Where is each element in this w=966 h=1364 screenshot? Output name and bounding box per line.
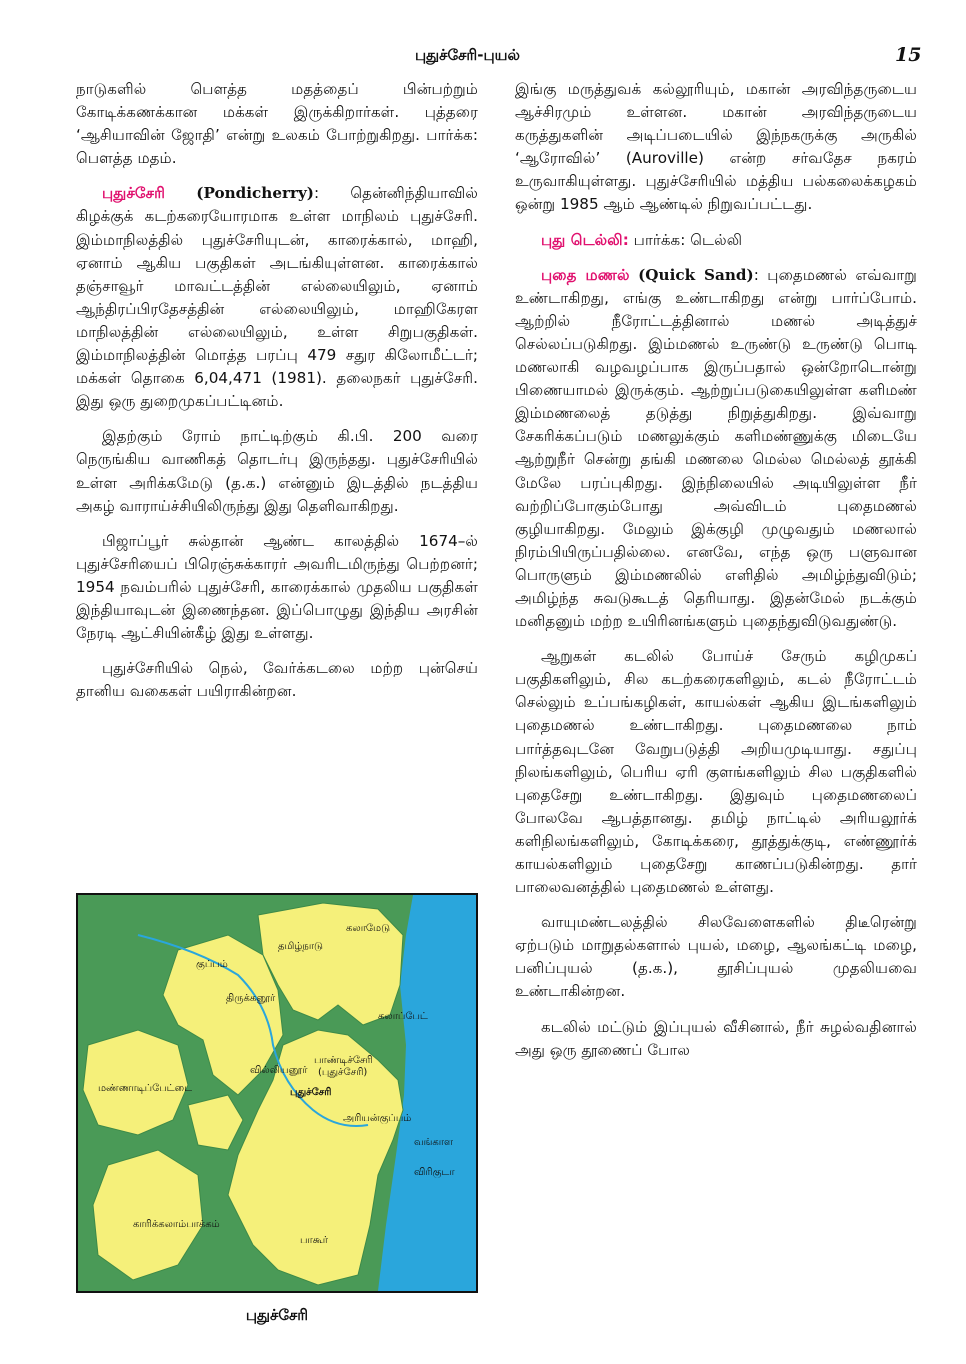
left-column — [76, 78, 478, 715]
entry-term-english: (Quick Sand) — [638, 265, 754, 284]
pondicherry-map — [76, 893, 478, 1293]
map-label-pondy-region: பாண்டிச்சேரி — [314, 1055, 373, 1066]
paragraph: கடலில் மட்டும் இப்புயல் வீசினால், நீர் சுழல்வதினால் அது ஒரு தூணைப் போல — [515, 1017, 917, 1059]
map-label-thirukanur: திருக்கனூர் — [226, 993, 276, 1004]
map-label-bahour: பாகூர் — [300, 1235, 328, 1246]
entry-quick-sand — [515, 264, 917, 634]
entry-text: : புதைமணல் எவ்வாறு உண்டாகிறது, எங்கு உண்டாகிறது என்று பார்ப்போம். ஆற்றில் நீரோட்டத்தினால் மணல் அடித்துச் செல்லப்படுகிறது. இம்மணல் உருண்டு உருண்டு பொடி மணலாகி வழவழப்பாக இருப்பதால் ஒன்றோடொன்று பிணையாமல் இருக்கும். ஆற்றுப்படுகையிலுள்ள களிமண் இம்மணலைத் தடுத்து நிறுத்துகிறது. இவ்வாறு சேகரிக்கப்படும் மணலுக்கும் களிமண்ணுக்கு மிடையே ஆற்றுநீர் சென்று தங்கி மணலை மெல்ல மெல்லத் தூக்கி மேலே பரப்புகிறது. இந்நிலையில் அடியிலுள்ள நீர் வற்றிப்போகும்போது அவ்விடம் புதைமணல் குழியாகிறது. மேலும் இக்குழி முழுவதும் மணலால் நிரம்பியிருப்பதில்லை. எனவே, எந்த ஒரு பளுவான பொருளும் இம்மணலில் எளிதில் அமிழ்ந்துவிடும்; அமிழ்ந்த சுவடுகூடத் தெரியாது. இதன்மேல் நடக்கும் மனிதனும் மற்ற உயிரினங்களும் புதைந்துவிடுவதுண்டு. — [515, 265, 917, 631]
map-label-villianur: வில்லியனூர் — [250, 1065, 308, 1076]
entry-text: பார்க்க: டெல்லி — [628, 230, 743, 249]
right-column — [515, 78, 917, 1074]
map-label-tamilnadu: தமிழ்நாடு — [278, 941, 323, 952]
entry-pondicherry — [76, 182, 478, 413]
paragraph: வாயுமண்டலத்தில் சிலவேளைகளில் திடீரென்று ஏற்படும் மாறுதல்களால் புயல், மழை, ஆலங்கட்டி மழை, பனிப்புயல் (த.க.), தூசிப்புயல் முதலியவை உண்டாகின்றன. — [515, 913, 917, 1001]
entry-term: புதை மணல் — [541, 265, 630, 284]
map-graphic — [78, 895, 476, 1291]
map-label-kalapet: கலாப்பேட் — [378, 1011, 428, 1022]
entry-term-english: (Pondicherry) — [196, 184, 314, 203]
paragraph: நாடுகளில் பௌத்த மதத்தைப் பின்பற்றும் கோடிக்கணக்கான மக்கள் இருக்கிறார்கள். புத்தரை ‘ஆசியாவின் ஜோதி’ என்று உலகம் போற்றுகிறது. பார்க்க: பௌத்த மதம். — [76, 80, 478, 168]
entry-term: புது டெல்லி: — [541, 230, 629, 249]
map-label-karikalampakkam: காரிக்கலாம்பாக்கம் — [133, 1219, 220, 1230]
map-caption: புதுச்சேரி — [245, 1306, 309, 1324]
running-head: புதுச்சேரி-புயல் — [415, 46, 520, 64]
map-label-kalamedu: கலாமேடு — [346, 923, 390, 934]
page-header — [0, 44, 966, 72]
page-number: 15 — [895, 44, 922, 66]
paragraph: ஆறுகள் கடலில் போய்ச் சேரும் கழிமுகப் பகுதிகளிலும், சில கடற்கரைகளிலும், கடல் நீரோட்டம் செல்லும் உப்பங்கழிகள், காயல்கள் ஆகிய இடங்களிலும் புதைமணல் உண்டாகிறது. புதைமணலை நாம் பார்த்தவுடனே வேறுபடுத்தி அறியமுடியாது. சதுப்பு நிலங்களிலும், பெரிய ஏரி குளங்களிலும் சில பகுதிகளில் புதைசேறு உண்டாகிறது. இதுவும் புதைமணலைப் போலவே ஆபத்தானது. தமிழ் நாட்டில் அரியலூர்க் களிநிலங்களிலும், கோடிக்கரை, தூத்துக்குடி, எண்ணூர்க் காயல்களிலும் புதைசேறு காணப்படுகின்றது. தார் பாலைவனத்தில் புதைமணல் உள்ளது. — [515, 647, 917, 897]
map-label-bay: வங்காள — [414, 1137, 453, 1148]
paragraph: பிஜாப்பூர் சுல்தான் ஆண்ட காலத்தில் 1674–ல் புதுச்சேரியைப் பிரெஞ்சுக்காரர் அவரிடமிருந்து பெற்றனர்; 1954 நவம்பரில் புதுச்சேரி, காரைக்கால் முதலிய பகுதிகள் இந்தியாவுடன் இணைந்தன. இப்பொழுது இந்திய அரசின் நேரடி ஆட்சியின்கீழ் இது உள்ளது. — [76, 531, 478, 643]
map-label-mannadipet: மண்ணாடிப்பேட்டை — [98, 1083, 193, 1094]
map-label-pondy-paren: (புதுச்சேரி) — [318, 1067, 368, 1078]
map-label-ariyankuppam: அரியன்குப்பம் — [343, 1113, 412, 1124]
entry-term: புதுச்சேரி — [102, 184, 166, 203]
map-label-viricudu: விரிகுடா — [414, 1167, 455, 1178]
paragraph: இங்கு மருத்துவக் கல்லூரியும், மகான் அரவிந்தருடைய ஆச்சிரமும் உள்ளன. மகான் அரவிந்தருடைய கருத்துகளின் அடிப்படையில் இந்நகருக்கு அருகில் ‘ஆரோவில்’ (Auroville) என்ற சர்வதேச நகரம் உருவாகியுள்ளது. புதுச்சேரியில் மத்திய பல்கலைக்கழகம் ஒன்று 1985 ஆம் ஆண்டில் நிறுவப்பட்டது. — [515, 80, 917, 214]
entry-new-delhi — [515, 229, 917, 252]
map-label-pondy-city: புதுச்சேரி — [290, 1087, 332, 1098]
map-label-kuppam: குப்பம் — [196, 959, 228, 970]
entry-text: : தென்னிந்தியாவில் கிழக்குக் கடற்கரையோரமாக உள்ள மாநிலம் புதுச்சேரி. இம்மாநிலத்தில் புதுச்சேரியுடன், காரைக்கால், மாஹி, ஏனாம் ஆகிய பகுதிகள் அடங்கியுள்ளன. காரைக்கால் தஞ்சாவூர் மாவட்டத்தின் எல்லையிலும், ஏனாம் ஆந்திரப்பிரதேசத்தின் எல்லையிலும், மாஹிகேரள மாநிலத்தின் எல்லையிலும், உள்ள சிறுபகுதிகள். இம்மாநிலத்தின் மொத்த பரப்பு 479 சதுர கிலோமீட்டர்; மக்கள் தொகை 6,04,471 (1981). தலைநகர் புதுச்சேரி. இது ஒரு துறைமுகப்பட்டினம். — [76, 184, 478, 411]
paragraph: புதுச்சேரியில் நெல், வேர்க்கடலை மற்ற புன்செய் தானிய வகைகள் பயிராகின்றன. — [76, 659, 478, 701]
paragraph: இதற்கும் ரோம் நாட்டிற்கும் கி.பி. 200 வரை நெருங்கிய வாணிகத் தொடர்பு இருந்தது. புதுச்சேரியில் உள்ள அரிக்கமேடு (த.க.) என்னும் இடத்தில் நடத்திய அகழ் வாராய்ச்சியிலிருந்து இது தெளிவாகிறது. — [76, 427, 478, 515]
